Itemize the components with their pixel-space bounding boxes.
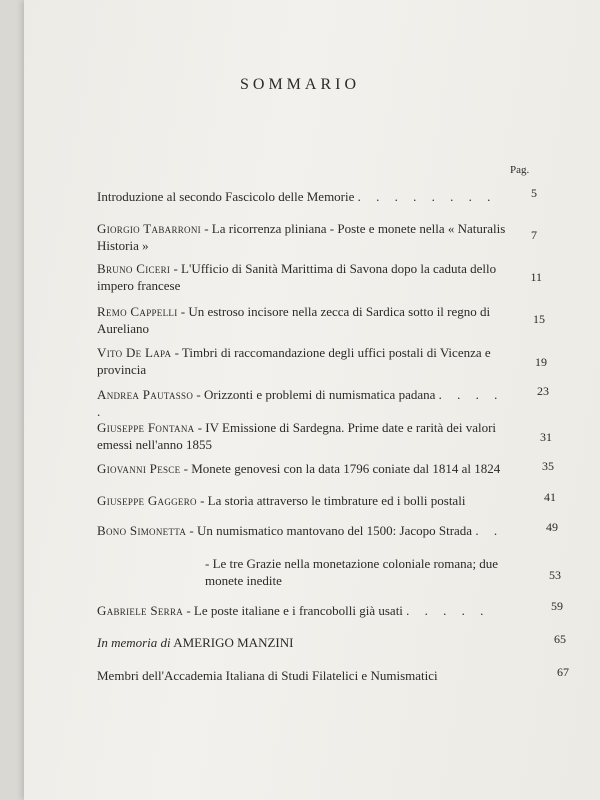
page-title: SOMMARIO [239, 76, 360, 93]
entry-title: - Monete genovesi con la data 1796 coniate dal 1814 al 1824 [180, 461, 501, 476]
entry-author: Andrea Pautasso [97, 387, 194, 402]
toc-entry [97, 667, 537, 684]
entry-title: - Orizzonti e problemi di numismatica padana [193, 387, 436, 402]
entry-author: Bruno Ciceri [97, 261, 171, 276]
toc-entry [97, 460, 537, 477]
entry-author: Giorgio Tabarroni [97, 221, 201, 236]
page-column-header: Pag. [510, 164, 530, 176]
entry-page-number: 35 [542, 459, 554, 473]
entry-title: - L'Ufficio di Sanità Marittima di Savona dopo la caduta dello impero francese [97, 261, 497, 293]
entry-prefix: In memoria di [97, 635, 171, 650]
entry-title: - Le tre Grazie nella monetazione coloniale romana; due monete inedite [205, 556, 499, 588]
toc-entry [97, 419, 517, 453]
entry-page-number: 65 [554, 632, 566, 646]
toc-entry [97, 492, 527, 509]
toc-entry [97, 634, 517, 651]
entry-title: AMERIGO MANZINI [170, 635, 294, 650]
entry-title: Membri dell'Accademia Italiana di Studi Filatelici e Numismatici [97, 668, 438, 683]
entry-title: - Timbri di raccomandazione degli uffici postali di Vicenza e provincia [97, 345, 491, 377]
leader-dots: . . . . . [97, 387, 504, 419]
bleed-through-text [84, 32, 264, 72]
entry-author: Gabriele Serra [97, 603, 184, 618]
entry-title: - IV Emissione di Sardegna. Prime date e rarità dei valori emessi nell'anno 1855 [97, 420, 497, 452]
toc-entry [97, 522, 537, 539]
entry-title: - La ricorrenza pliniana - Poste e monete nella « Naturalis Historia » [97, 221, 506, 253]
entry-author: Bono Simonetta [97, 523, 187, 538]
entry-author: Remo Cappelli [97, 304, 178, 319]
entry-page-number: 23 [537, 384, 549, 398]
entry-page-number: 59 [551, 599, 563, 613]
entry-page-number: 49 [546, 520, 558, 534]
entry-title: - Un numismatico mantovano del 1500: Jacopo Strada [186, 523, 473, 538]
toc-entry [97, 188, 517, 205]
entry-page-number: 53 [549, 568, 561, 582]
entry-page-number: 41 [544, 490, 556, 504]
entry-page-number: 15 [533, 312, 545, 326]
leader-dots: . . . . . . . . [357, 189, 497, 204]
toc-entry [205, 555, 525, 589]
entry-title: - Le poste italiane e i francobolli già usati [183, 603, 403, 618]
toc-entry [97, 260, 517, 294]
toc-entry [97, 344, 517, 378]
toc-entry [97, 602, 537, 619]
entry-page-number: 67 [557, 665, 569, 679]
entry-author: Giovanni Pesce [97, 461, 181, 476]
entry-title: - Un estroso incisore nella zecca di Sardica sotto il regno di Aureliano [97, 304, 491, 336]
entry-author: Giuseppe Gaggero [97, 493, 197, 508]
entry-author: Giuseppe Fontana [97, 420, 195, 435]
entry-author: Vito De Lapa [97, 345, 172, 360]
entry-page-number: 11 [530, 270, 542, 284]
leader-dots: . . [475, 523, 504, 538]
entry-page-number: 5 [531, 186, 537, 200]
entry-title: Introduzione al secondo Fascicolo delle Memorie [97, 189, 355, 204]
entry-page-number: 19 [535, 355, 547, 369]
toc-entry [97, 220, 517, 254]
entry-page-number: 31 [540, 430, 552, 444]
entry-title: - La storia attraverso le timbrature ed i bolli postali [196, 493, 466, 508]
toc-entry [97, 386, 517, 420]
entry-page-number: 7 [531, 228, 537, 242]
leader-dots: . . . . . [406, 603, 490, 618]
toc-entry [97, 303, 517, 337]
